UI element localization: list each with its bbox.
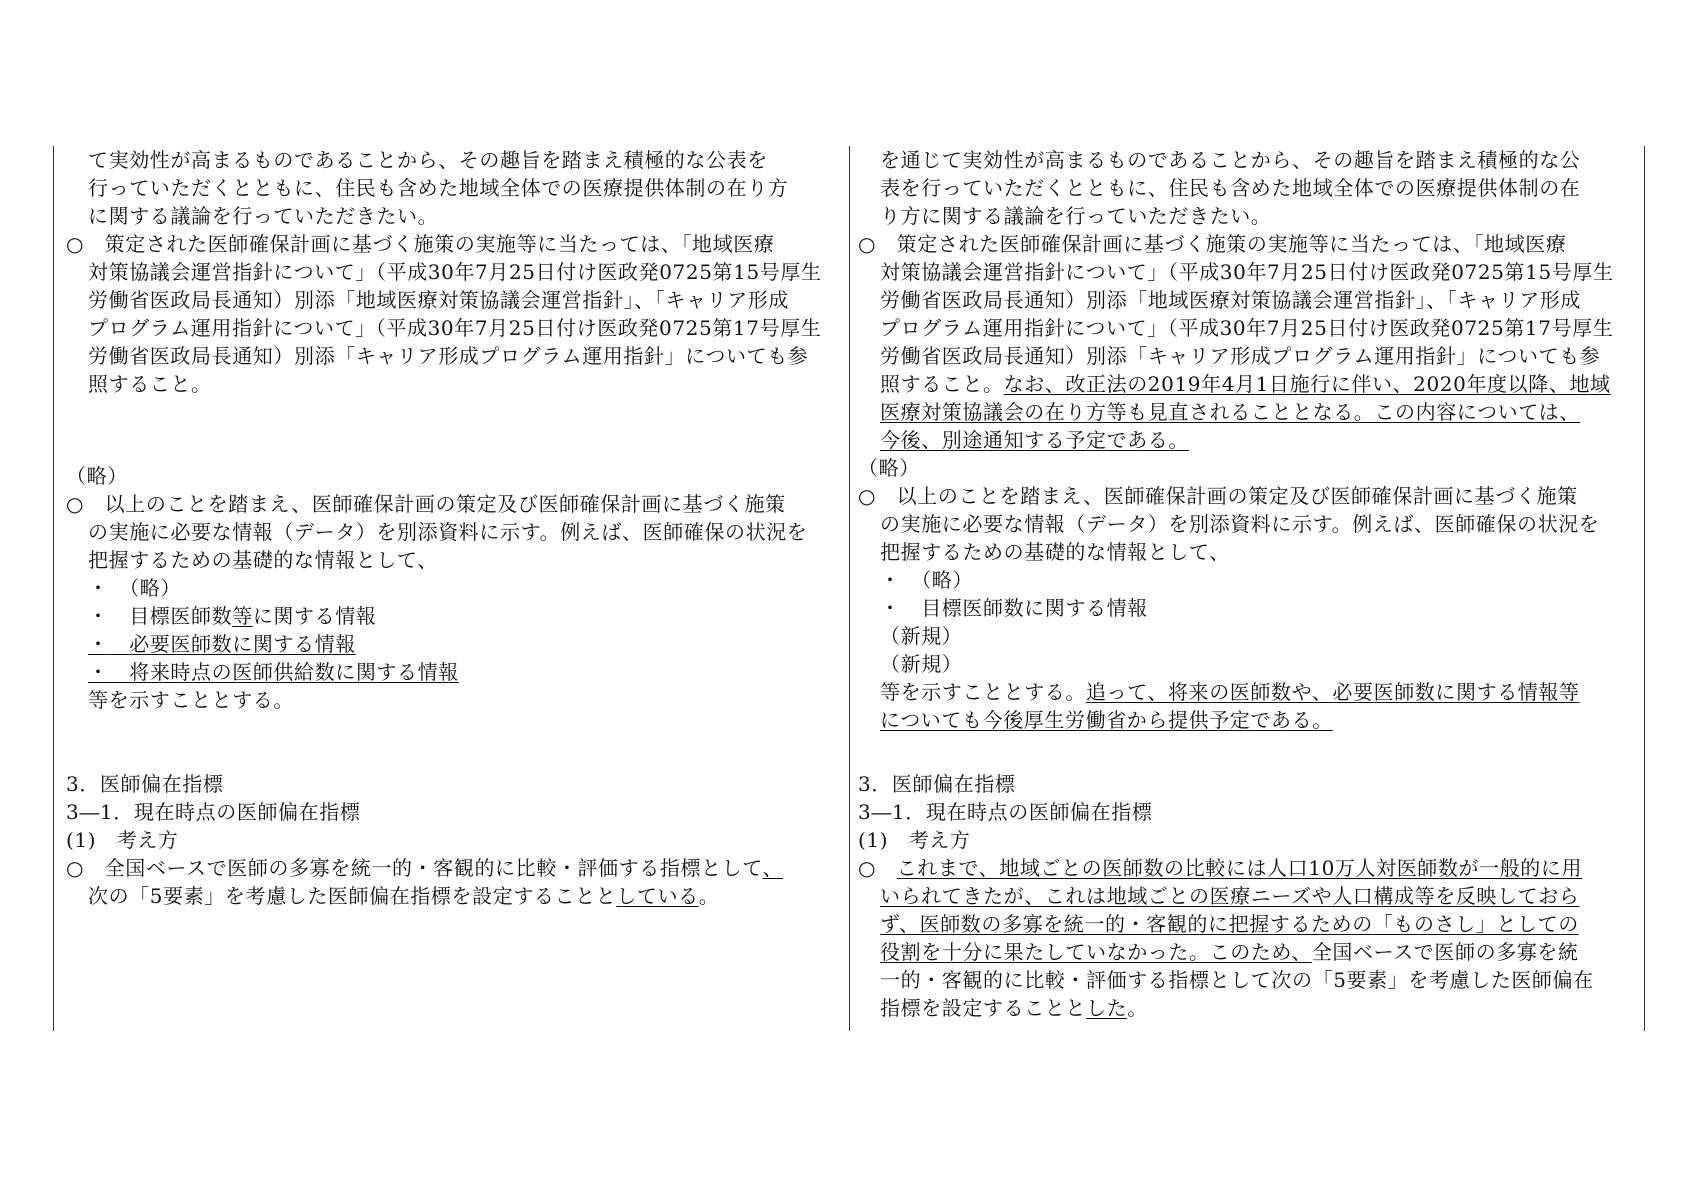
- right-p2-line6: 照すること。なお、改正法の2019年4月1日施行に伴い、2020年度以降、地域: [880, 372, 1611, 396]
- right-p3-end: 等を示すこととする。追って、将来の医師数や、必要医師数に関する情報等: [880, 680, 1580, 704]
- left-p2-line6: 照すること。: [88, 372, 212, 396]
- left-heading-3-1: 3―1．現在時点の医師偏在指標: [66, 800, 361, 824]
- left-p2-line3: 労働省医政局長通知）別添「地域医療対策協議会運営指針」、「キャリア形成: [88, 288, 789, 312]
- left-p4-line2: 次の「5要素」を考慮した医師偏在指標を設定することとしている。: [88, 884, 720, 908]
- left-heading-approach: (1) 考え方: [66, 828, 179, 852]
- right-p4-line1: ○ これまで、地域ごとの医師数の比較には人口10万人対医師数が一般的に用: [858, 856, 1583, 880]
- left-p2-line2: 対策協議会運営指針について」（平成30年7月25日付け医政発0725第15号厚生: [88, 260, 822, 284]
- center-divider-line: [849, 146, 850, 1031]
- left-p3-line1: ○ 以上のことを踏まえ、医師確保計画の策定及び医師確保計画に基づく施策: [66, 492, 786, 516]
- right-bullet-ryaku: ・ （略）: [880, 568, 973, 592]
- left-p2-line4: プログラム運用指針について」（平成30年7月25日付け医政発0725第17号厚生: [88, 316, 822, 340]
- right-p2-line2: 対策協議会運営指針について」（平成30年7月25日付け医政発0725第15号厚生: [880, 260, 1614, 284]
- right-p4-line6: 指標を設定することとした。: [880, 996, 1148, 1020]
- right-p3-line3: 把握するための基礎的な情報として、: [880, 540, 1230, 564]
- right-heading-3: 3．医師偏在指標: [858, 772, 1016, 796]
- left-p1-line2: 行っていただくとともに、住民も含めた地域全体での医療提供体制の在り方: [88, 176, 789, 200]
- left-p3-end: 等を示すこととする。: [88, 688, 294, 712]
- left-p3-line3: 把握するための基礎的な情報として、: [88, 548, 438, 572]
- left-bullet-ryaku: ・ （略）: [88, 576, 181, 600]
- right-p2-line4: プログラム運用指針について」（平成30年7月25日付け医政発0725第17号厚生: [880, 316, 1614, 340]
- right-p4-line5: 一的・客観的に比較・評価する指標として次の「5要素」を考慮した医師偏在: [880, 968, 1594, 992]
- right-p2-line7: 医療対策協議会の在り方等も見直されることとなる。この内容については、: [880, 400, 1580, 424]
- right-shinki-2: （新規）: [880, 652, 963, 676]
- right-p3-line1: ○ 以上のことを踏まえ、医師確保計画の策定及び医師確保計画に基づく施策: [858, 484, 1578, 508]
- right-ryaku: （略）: [858, 456, 920, 480]
- left-p2-line1: ○ 策定された医師確保計画に基づく施策の実施等に当たっては、「地域医療: [66, 232, 775, 256]
- right-p2-line3: 労働省医政局長通知）別添「地域医療対策協議会運営指針」、「キャリア形成: [880, 288, 1581, 312]
- right-heading-3-1: 3―1．現在時点の医師偏在指標: [858, 800, 1153, 824]
- left-bullet-future-supply: ・ 将来時点の医師供給数に関する情報: [88, 660, 459, 684]
- left-ryaku: （略）: [66, 464, 128, 488]
- right-p1-line1: を通じて実効性が高まるものであることから、その趣旨を踏まえ積極的な公: [880, 148, 1581, 172]
- left-p3-line2: の実施に必要な情報（データ）を別添資料に示す。例えば、医師確保の状況を: [88, 520, 808, 544]
- right-p3-end-line2: についても今後厚生労働省から提供予定である。: [880, 708, 1333, 732]
- left-p4-line1: ○ 全国ベースで医師の多寡を統一的・客観的に比較・評価する指標として、: [66, 856, 784, 880]
- left-bullet-required-doctors: ・ 必要医師数に関する情報: [88, 632, 356, 656]
- right-heading-approach: (1) 考え方: [858, 828, 971, 852]
- right-p2-line8: 今後、別途通知する予定である。: [880, 428, 1189, 452]
- right-p4-line3: ず、医師数の多寡を統一的・客観的に把握するための「ものさし」としての: [880, 912, 1579, 936]
- left-p1-line3: に関する議論を行っていただきたい。: [88, 204, 439, 228]
- left-border-line: [53, 146, 54, 1031]
- right-p4-line4: 役割を十分に果たしていなかった。このため、全国ベースで医師の多寡を統: [880, 940, 1579, 964]
- left-p1-line1: て実効性が高まるものであることから、その趣旨を踏まえ積極的な公表を: [88, 148, 768, 172]
- left-p2-line5: 労働省医政局長通知）別添「キャリア形成プログラム運用指針」についても参: [88, 344, 809, 368]
- left-heading-3: 3．医師偏在指標: [66, 772, 224, 796]
- right-p4-line2: いられてきたが、これは地域ごとの医療ニーズや人口構成等を反映しておら: [880, 884, 1580, 908]
- right-shinki-1: （新規）: [880, 624, 963, 648]
- right-p2-line5: 労働省医政局長通知）別添「キャリア形成プログラム運用指針」についても参: [880, 344, 1601, 368]
- right-bullet-target-doctors: ・ 目標医師数に関する情報: [880, 596, 1148, 620]
- right-p3-line2: の実施に必要な情報（データ）を別添資料に示す。例えば、医師確保の状況を: [880, 512, 1600, 536]
- right-border-line: [1644, 146, 1645, 1031]
- left-bullet-target-doctors: ・ 目標医師数等に関する情報: [88, 604, 377, 628]
- right-p2-line1: ○ 策定された医師確保計画に基づく施策の実施等に当たっては、「地域医療: [858, 232, 1567, 256]
- right-p1-line2: 表を行っていただくとともに、住民も含めた地域全体での医療提供体制の在: [880, 176, 1581, 200]
- right-p1-line3: り方に関する議論を行っていただきたい。: [880, 204, 1272, 228]
